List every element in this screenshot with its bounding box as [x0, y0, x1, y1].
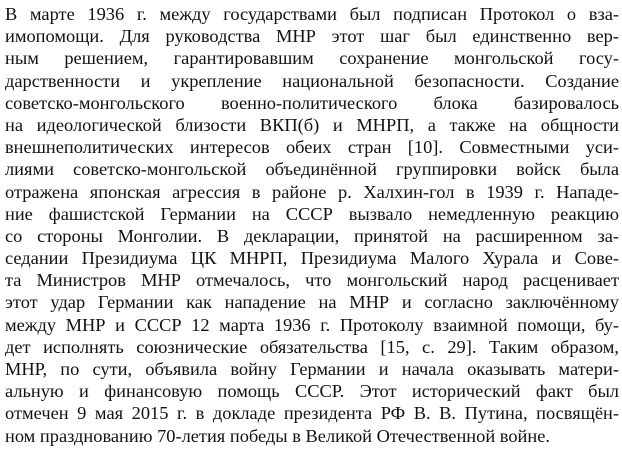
paragraph-line: та Министров МНР отмечалось, что монгольский народ расценивает [5, 270, 619, 291]
paragraph-line: седании Президиума ЦК МНРП, Президиума Малого Хурала и Сове- [5, 248, 619, 269]
paragraph-line: МНР, по сути, объявила войну Германии и начала оказывать матери- [5, 359, 619, 379]
body-paragraph [5, 3, 619, 447]
paragraph-line: ным решением, гарантировавшим сохранение монгольской госу- [5, 48, 619, 69]
paragraph-line: дет исполнять союзнические обязательства [15, с. 29]. Таким образом, [5, 336, 619, 357]
paragraph-line: дарственности и укрепление национальной безопасности. Создание [5, 70, 619, 91]
paragraph-line: на идеологической близости ВКП(б) и МНРП, а также на общности [5, 114, 619, 135]
paragraph-line: имопомощи. Для руководства МНР этот шаг был единственно вер- [5, 26, 619, 47]
paragraph-line: альную и финансовую помощь СССР. Этот исторический факт был [5, 381, 619, 402]
paragraph-line: этот удар Германии как нападение на МНР и согласно заключённому [5, 292, 619, 313]
paragraph-line: ние фашистской Германии на СССР вызвало немедленную реакцию [5, 203, 619, 224]
paragraph-line: отражена японская агрессия в районе р. Халхин-гол в 1939 г. Нападе- [5, 181, 619, 202]
paragraph-line: В марте 1936 г. между государствами был подписан Протокол о вза- [5, 4, 619, 24]
paragraph-line: внешнеполитических интересов обеих стран [10]. Совместными уси- [5, 137, 619, 158]
paragraph-line: лиями советско-монгольской объединённой группировки войск была [5, 159, 619, 180]
paragraph-line: отмечен 9 мая 2015 г. в докладе президента РФ В. В. Путина, посвящён- [5, 403, 619, 424]
paragraph-line: со стороны Монголии. В декларации, принятой на расширенном за- [5, 225, 619, 246]
paragraph-line: ном празднованию 70-летия победы в Великой Отечественной войне. [5, 425, 550, 446]
paragraph-line: между МНР и СССР 12 марта 1936 г. Протоколу взаимной помощи, бу- [5, 314, 619, 335]
paragraph-line: советско-монгольского военно-политического блока базировалось [5, 92, 619, 113]
